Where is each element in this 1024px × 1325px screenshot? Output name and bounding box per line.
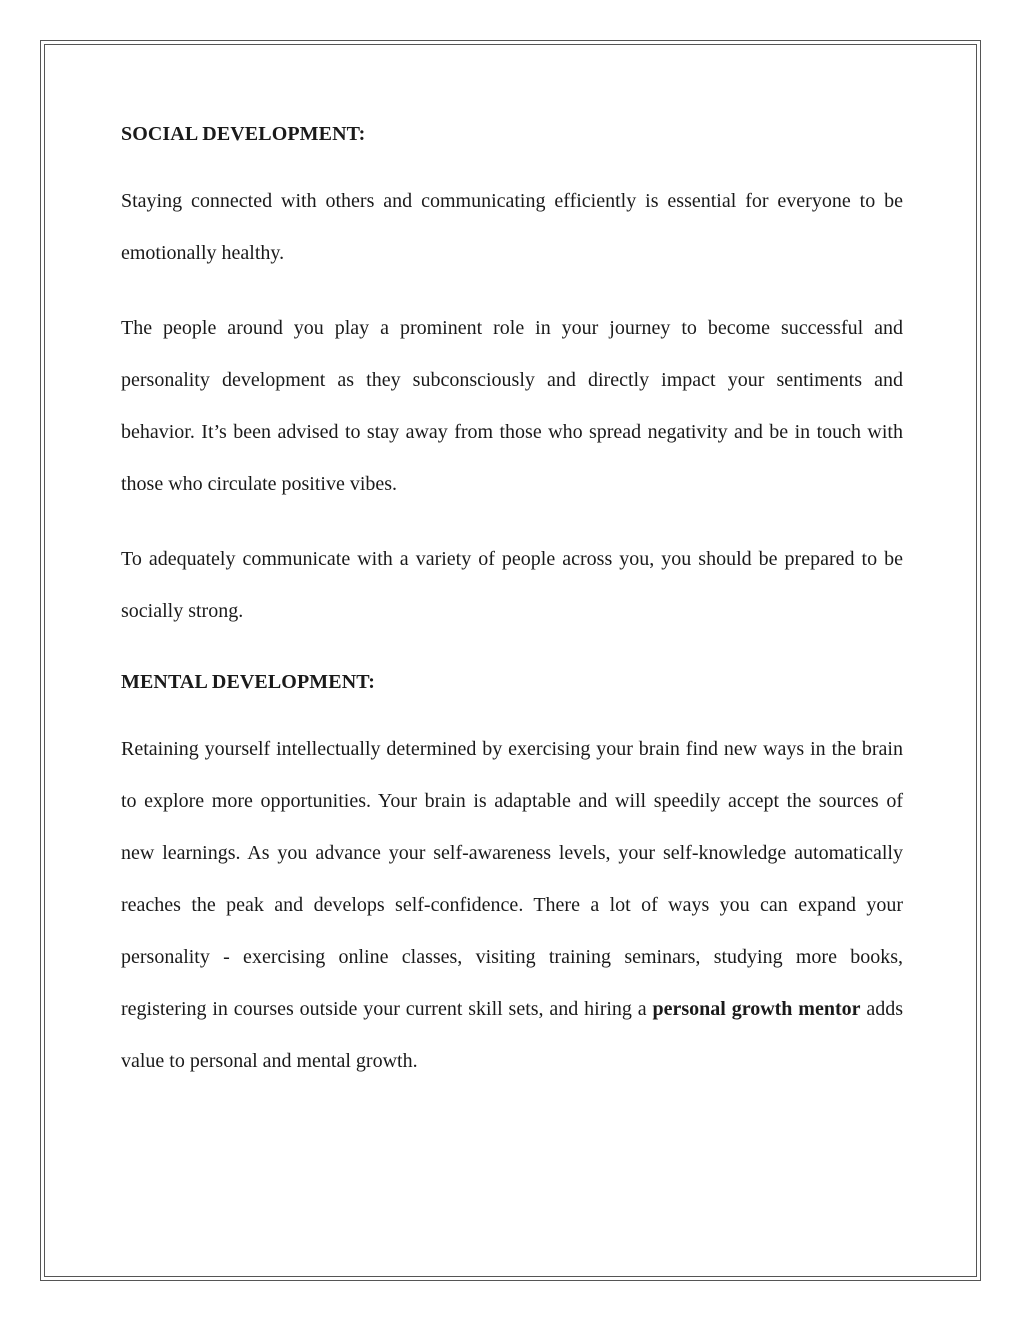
mental-paragraph-text-start: Retaining yourself intellectually determined by exercising your brain find new ways in the brain to explore more opportunities. Your brain is adaptable and will speedily accept the sources of new learnings. As you advance your self-awareness levels, your self-knowledge automatically reaches the peak and develops self-confidence. There a lot of ways you can expand your personality - exercising online classes, visiting training seminars, studying more books, registering in courses outside your current skill sets, and hiring a: [121, 738, 903, 1020]
social-paragraph-2: The people around you play a prominent role in your journey to become successful and personality development as they subconsciously and directly impact your sentiments and behavior. It’s been advised to stay away from those who spread negativity and be in touch with those who circulate positive vibes.: [121, 317, 903, 495]
social-paragraph-3: To adequately communicate with a variety of people across you, you should be prepared to be socially strong.: [121, 548, 903, 622]
mental-development-heading: MENTAL DEVELOPMENT:: [121, 671, 375, 693]
mental-paragraph-text-end: adds value to personal and mental growth.: [121, 998, 904, 1072]
personal-growth-mentor-link[interactable]: personal growth mentor: [652, 998, 861, 1020]
mental-paragraph: [121, 723, 903, 1087]
social-paragraph-1: Staying connected with others and communicating efficiently is essential for everyone to be emotionally healthy.: [121, 190, 903, 264]
social-development-heading: SOCIAL DEVELOPMENT:: [121, 123, 366, 145]
document-body: [121, 112, 903, 1110]
